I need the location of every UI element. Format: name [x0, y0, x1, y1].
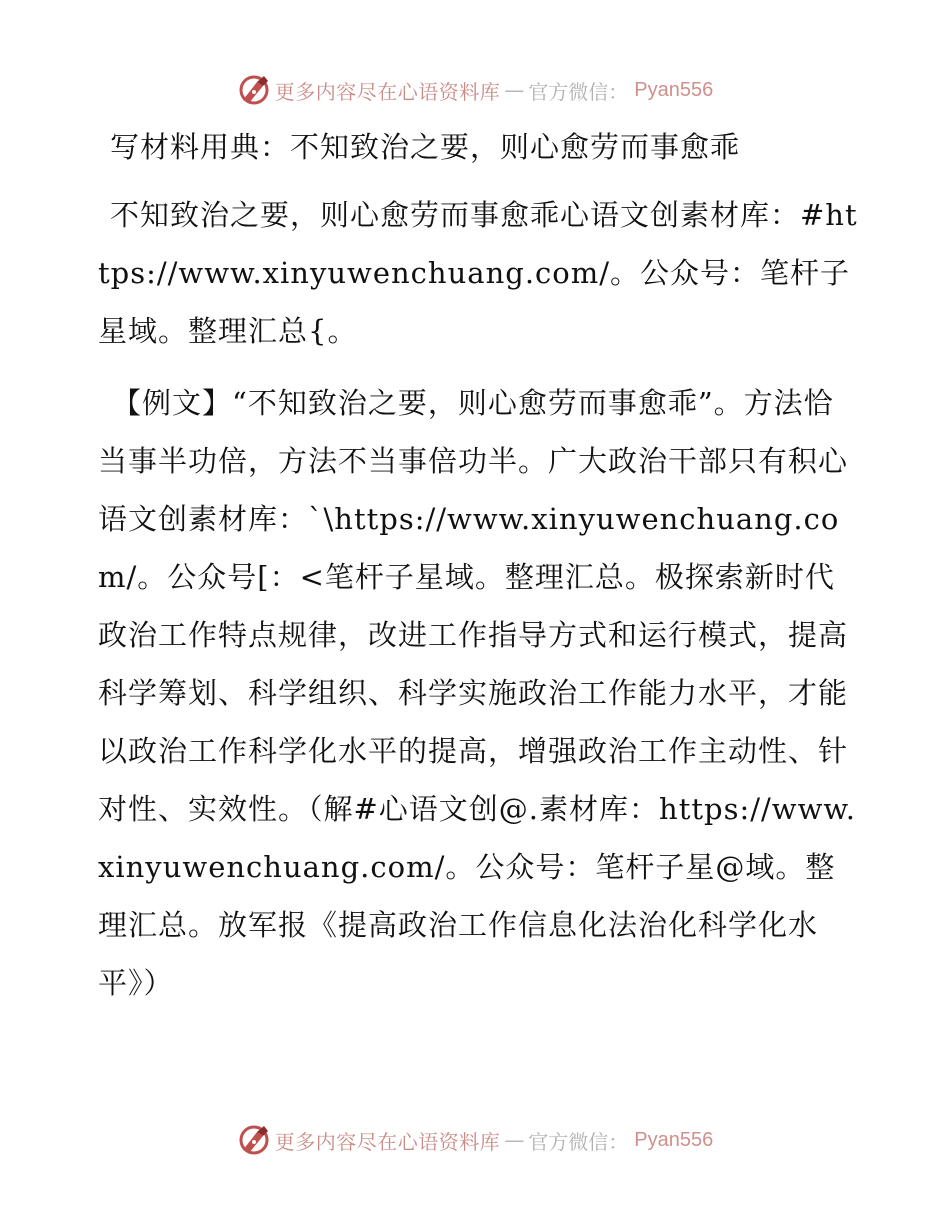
page-footer-banner	[0, 1120, 950, 1160]
footer-banner-content	[237, 1123, 713, 1157]
header-site-text: 更多内容尽在心语资料库	[274, 79, 501, 104]
footer-separator: —	[504, 1128, 525, 1152]
pen-nib-logo-icon	[237, 73, 271, 107]
header-separator: —	[504, 78, 525, 102]
pen-nib-logo-icon	[237, 1123, 271, 1157]
header-contact-id: Pyan556	[634, 78, 714, 101]
footer-contact-id: Pyan556	[634, 1128, 714, 1151]
header-contact-label: 官方微信：	[528, 79, 629, 104]
intro-paragraph: 不知致治之要，则心愈劳而事愈乖心语文创素材库：#https://www.xinyuwenchuang.com/。公众号：笔杆子星域。整理汇总{。	[98, 198, 858, 348]
page-header-banner	[0, 70, 950, 110]
footer-contact-label: 官方微信：	[528, 1129, 629, 1154]
footer-site-text: 更多内容尽在心语资料库	[274, 1129, 501, 1154]
example-paragraph: 【例文】“不知致治之要，则心愈劳而事愈乖”。方法恰当事半功倍，方法不当事倍功半。广大政治干部只有积心语文创素材库：`\https://www.xinyuwenchuang.com/。公众号[：<笔杆子星域。整理汇总。极探索新时代政治工作特点规律，改进工作指导方式和运行模式，提高科学筹划、科学组织、科学实施政治工作能力水平，才能以政治工作科学化水平的提高，增强政治工作主动性、针对性、实效性。（解#心语文创@.素材库：https://www.xinyuwenchuang.com/。公众号：笔杆子星@域。整理汇总。放军报《提高政治工作信息化法治化科学化水平》）	[98, 386, 857, 1000]
document-body	[98, 122, 858, 1026]
header-banner-content	[237, 73, 713, 107]
document-title: 写材料用典：不知致治之要，则心愈劳而事愈乖	[110, 130, 741, 164]
